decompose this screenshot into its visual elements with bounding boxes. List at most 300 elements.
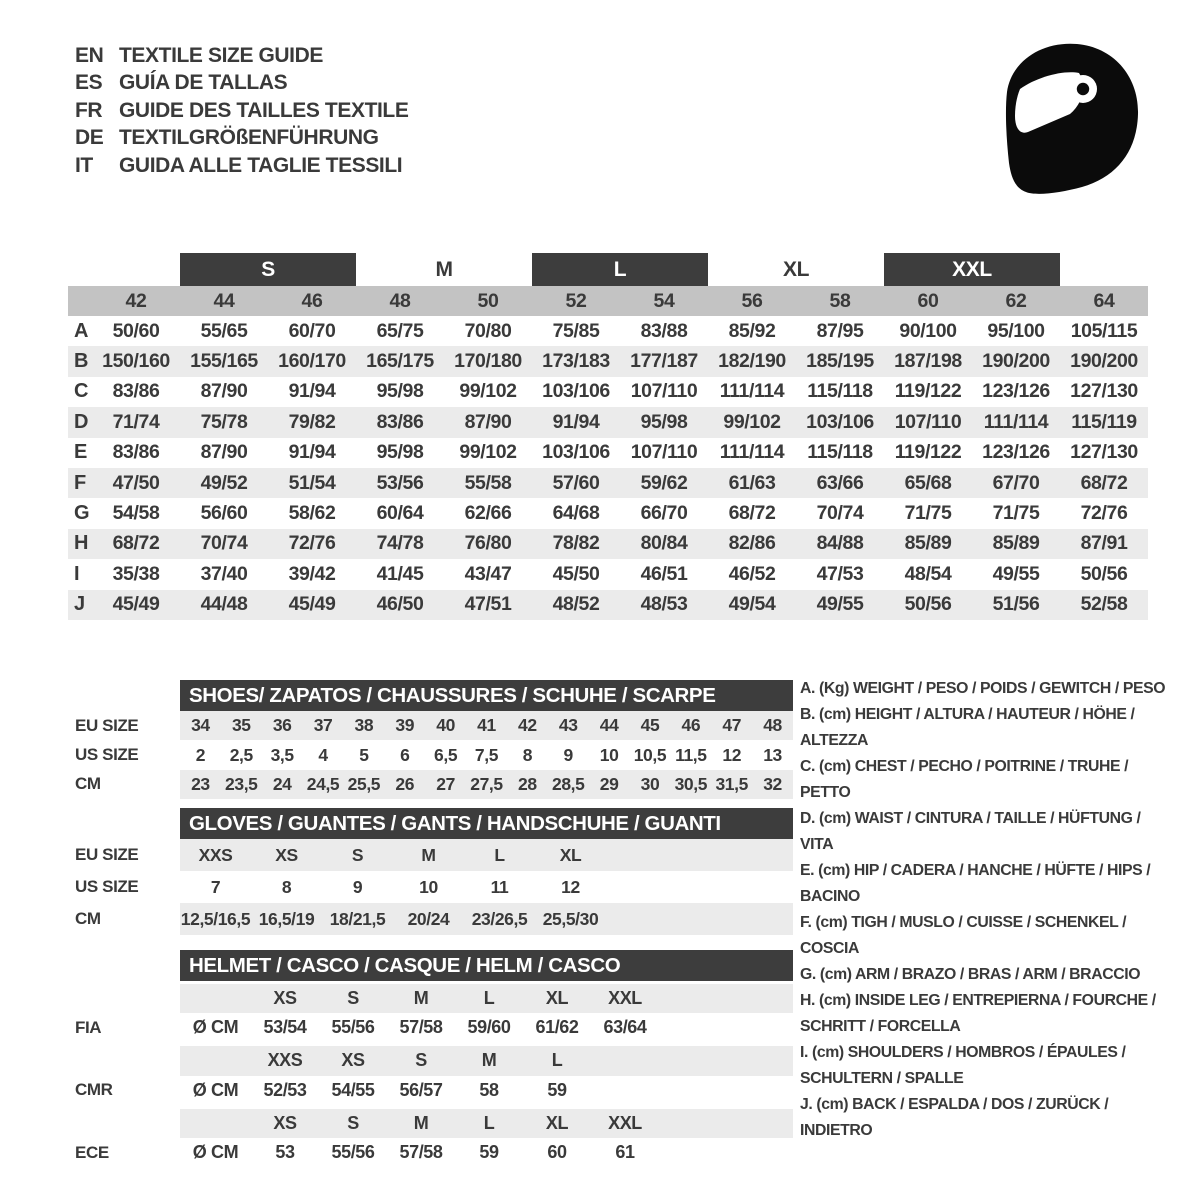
measurement-row-a: [68, 316, 1148, 346]
value-cell: 83/86: [112, 380, 160, 403]
value-cell: 45/50: [552, 562, 600, 585]
value-cell: 53: [275, 1142, 295, 1163]
numeric-size: 56: [741, 289, 763, 312]
value-cell: 75/78: [200, 410, 248, 433]
value-cell: 70/80: [464, 319, 512, 342]
value-cell: 80/84: [640, 532, 688, 555]
value-cell: 190/200: [1070, 350, 1138, 373]
value-cell: 20/24: [407, 908, 450, 929]
value-cell: 59/62: [640, 471, 688, 494]
value-cell: 90/100: [899, 319, 957, 342]
size-group-l: L: [532, 253, 708, 286]
value-cell: 37/40: [200, 562, 248, 585]
value-cell: 45/49: [288, 593, 336, 616]
row-band: [180, 984, 793, 1013]
size-cell: XXL: [608, 988, 642, 1009]
row-label: [68, 1109, 180, 1138]
size-group-xl: XL: [782, 257, 810, 281]
size-cell: L: [551, 1050, 563, 1071]
row-band: [180, 1109, 793, 1138]
size-cell: L: [483, 1112, 495, 1133]
value-cell: 87/95: [816, 319, 864, 342]
helmet-header: HELMET / CASCO / CASQUE / HELM / CASCO: [180, 950, 793, 981]
value-cell: 43/47: [464, 562, 512, 585]
row-key: H: [74, 532, 89, 555]
value-cell: 13: [763, 744, 782, 765]
value-cell: 127/130: [1070, 380, 1138, 403]
value-cell: 83/86: [112, 441, 160, 464]
value-cell: 79/82: [288, 410, 336, 433]
legend-entry-d: D. (cm) WAIST / CINTURA / TAILLE / HÜFTUNG / VITA: [800, 810, 1141, 853]
value-cell: 76/80: [464, 532, 512, 555]
measurement-row-c: [68, 377, 1148, 407]
value-cell: 9: [352, 876, 363, 897]
value-cell: 150/160: [102, 350, 170, 373]
row-band: [180, 871, 793, 903]
value-cell: 107/110: [894, 410, 962, 433]
value-cell: 48/52: [552, 593, 600, 616]
value-cell: 115/118: [807, 380, 873, 403]
value-cell: 115/119: [1071, 410, 1137, 433]
legend: [800, 676, 1172, 1144]
value-cell: 99/102: [459, 380, 517, 403]
value-cell: 57/58: [399, 1017, 443, 1038]
value-cell: 18/21,5: [329, 908, 386, 929]
value-cell: 95/98: [376, 441, 424, 464]
value-cell: M: [421, 844, 436, 865]
value-cell: 61/62: [535, 1017, 579, 1038]
value-cell: 56/57: [399, 1079, 443, 1100]
value-cell: 2,5: [229, 744, 253, 765]
numeric-size: 50: [477, 289, 499, 312]
value-cell: 68/72: [1080, 471, 1128, 494]
unit-cell: Ø CM: [192, 1079, 239, 1100]
row-label: [68, 984, 180, 1013]
language-code: EN: [75, 43, 104, 67]
value-cell: 177/187: [630, 350, 698, 373]
value-cell: 95/100: [987, 319, 1045, 342]
row-key: F: [74, 471, 86, 494]
value-cell: 103/106: [806, 410, 874, 433]
value-cell: 105/115: [1070, 319, 1138, 342]
value-cell: 71/74: [112, 410, 160, 433]
value-cell: 57/58: [399, 1142, 443, 1163]
value-cell: 61: [615, 1142, 635, 1163]
size-cell: S: [415, 1050, 427, 1071]
title-line-es: [75, 70, 408, 98]
value-cell: 59: [479, 1142, 499, 1163]
value-cell: 71/75: [904, 502, 952, 525]
value-cell: 123/126: [982, 380, 1050, 403]
value-cell: 48: [763, 715, 782, 736]
numeric-size: 60: [917, 289, 939, 312]
row-key: A: [74, 319, 89, 342]
standard-label-ece: ECE: [75, 1142, 109, 1162]
value-cell: 26: [395, 773, 415, 794]
value-cell: 49/55: [816, 593, 864, 616]
measurement-row-d: [68, 407, 1148, 437]
size-cell: XXS: [267, 1050, 303, 1071]
value-cell: 61/63: [728, 471, 776, 494]
value-cell: 39/42: [288, 562, 336, 585]
value-cell: 165/175: [366, 350, 434, 373]
value-cell: 107/110: [630, 380, 698, 403]
value-cell: 35: [231, 715, 251, 736]
value-cell: 71/75: [992, 502, 1040, 525]
value-cell: 39: [395, 715, 415, 736]
value-cell: 55/56: [331, 1017, 375, 1038]
value-cell: 87/91: [1080, 532, 1128, 555]
value-cell: 41: [477, 715, 496, 736]
value-cell: 45/49: [112, 593, 160, 616]
guide-title: GUIDE DES TAILLES TEXTILE: [119, 98, 409, 122]
value-cell: 49/52: [200, 471, 248, 494]
value-cell: 23,5: [225, 773, 258, 794]
size-cell: S: [347, 988, 359, 1009]
guide-title: TEXTILE SIZE GUIDE: [119, 43, 323, 67]
measurement-row-f: [68, 468, 1148, 498]
numeric-size: 64: [1093, 289, 1115, 312]
value-cell: 119/122: [894, 441, 962, 464]
value-cell: 47/53: [816, 562, 864, 585]
language-code: FR: [75, 98, 103, 122]
value-cell: 57/60: [552, 471, 600, 494]
legend-entry-j: J. (cm) BACK / ESPALDA / DOS / ZURÜCK / INDIETRO: [800, 1096, 1109, 1139]
value-cell: 95/98: [376, 380, 424, 403]
guide-title: TEXTILGRÖßENFÜHRUNG: [119, 126, 379, 150]
legend-entry-b: B. (cm) HEIGHT / ALTURA / HAUTEUR / HÖHE / ALTEZZA: [800, 706, 1135, 749]
value-cell: 99/102: [459, 441, 517, 464]
value-cell: 91/94: [288, 380, 336, 403]
value-cell: 51/56: [992, 593, 1040, 616]
value-cell: 48/54: [904, 562, 952, 585]
legend-entry-c: C. (cm) CHEST / PECHO / POITRINE / TRUHE / PETTO: [800, 758, 1129, 801]
size-cell: XS: [273, 1112, 297, 1133]
title-line-it: [75, 152, 408, 180]
value-cell: 28,5: [551, 773, 585, 794]
size-group-row: [68, 253, 1148, 286]
row-label: US SIZE: [75, 745, 139, 765]
measurement-row-i: [68, 559, 1148, 589]
value-cell: 173/183: [542, 350, 610, 373]
row-label: EU SIZE: [75, 845, 139, 864]
row-band: [180, 1013, 793, 1042]
numeric-size: 48: [389, 289, 411, 312]
size-cell: M: [413, 1112, 429, 1133]
value-cell: 6,5: [434, 744, 458, 765]
title-line-en: [75, 42, 408, 70]
value-cell: 182/190: [718, 350, 786, 373]
value-cell: XXS: [198, 844, 233, 865]
value-cell: 23: [191, 773, 210, 794]
value-cell: 50/56: [904, 593, 952, 616]
value-cell: 24: [272, 773, 292, 794]
value-cell: 50/56: [1080, 562, 1128, 585]
value-cell: 65/68: [904, 471, 952, 494]
value-cell: 48/53: [640, 593, 688, 616]
standard-label-cmr: CMR: [75, 1080, 113, 1100]
language-code: DE: [75, 126, 104, 150]
value-cell: 70/74: [200, 532, 248, 555]
value-cell: 5: [359, 744, 369, 765]
measurement-row-g: [68, 498, 1148, 528]
value-cell: 91/94: [288, 441, 336, 464]
value-cell: XL: [559, 844, 582, 865]
value-cell: 41/45: [376, 562, 424, 585]
value-cell: 83/86: [376, 410, 424, 433]
size-cell: XS: [341, 1050, 365, 1071]
value-cell: 58: [479, 1079, 499, 1100]
guide-title: GUÍA DE TALLAS: [119, 71, 288, 95]
row-key: E: [74, 441, 87, 464]
value-cell: 3,5: [270, 744, 294, 765]
gloves-header: GLOVES / GUANTES / GANTS / HANDSCHUHE / GUANTI: [180, 808, 793, 839]
value-cell: 59: [547, 1079, 567, 1100]
row-band: [180, 903, 793, 935]
value-cell: L: [494, 844, 505, 865]
value-cell: 36: [272, 715, 292, 736]
value-cell: 60/64: [376, 502, 424, 525]
row-key: B: [74, 350, 89, 373]
value-cell: 27,5: [470, 773, 503, 794]
size-cell: S: [347, 1112, 359, 1133]
value-cell: 67/70: [992, 471, 1040, 494]
title-block: [75, 42, 408, 180]
value-cell: 58/62: [288, 502, 336, 525]
value-cell: 85/92: [728, 319, 776, 342]
value-cell: 46: [681, 715, 701, 736]
value-cell: 46/51: [640, 562, 688, 585]
value-cell: 9: [563, 744, 573, 765]
value-cell: 68/72: [112, 532, 160, 555]
row-band: [180, 1076, 793, 1105]
value-cell: 31,5: [715, 773, 748, 794]
size-group-s: S: [180, 253, 356, 286]
legend-entry-f: F. (cm) TIGH / MUSLO / CUISSE / SCHENKEL / COSCIA: [800, 914, 1127, 957]
value-cell: 119/122: [894, 380, 962, 403]
numeric-size: 52: [565, 289, 587, 312]
size-cell: M: [413, 988, 429, 1009]
row-key: G: [74, 502, 90, 525]
value-cell: 87/90: [200, 441, 248, 464]
measurement-row-b: [68, 346, 1148, 376]
legend-entry-i: I. (cm) SHOULDERS / HOMBROS / ÉPAULES / SCHULTERN / SPALLE: [800, 1044, 1126, 1087]
value-cell: 55/65: [200, 319, 248, 342]
value-cell: 187/198: [894, 350, 962, 373]
value-cell: 7: [210, 876, 221, 897]
value-cell: 8: [281, 876, 292, 897]
value-cell: 72/76: [288, 532, 336, 555]
value-cell: 111/114: [719, 380, 785, 403]
value-cell: 78/82: [552, 532, 600, 555]
value-cell: 43: [558, 715, 578, 736]
value-cell: 95/98: [640, 410, 688, 433]
guide-title: GUIDA ALLE TAGLIE TESSILI: [119, 153, 403, 177]
numeric-size: 42: [125, 289, 147, 312]
value-cell: 185/195: [806, 350, 874, 373]
value-cell: 53/54: [263, 1017, 307, 1038]
value-cell: 7,5: [474, 744, 499, 765]
size-cell: XXL: [608, 1112, 642, 1133]
row-key: J: [74, 593, 85, 616]
value-cell: 23/26,5: [471, 908, 528, 929]
size-group-m: M: [435, 257, 453, 281]
size-cell: L: [483, 988, 495, 1009]
language-code: IT: [75, 153, 93, 177]
value-cell: 54/58: [112, 502, 160, 525]
value-cell: 12: [722, 744, 742, 765]
numeric-size: 54: [653, 289, 675, 312]
value-cell: 12: [561, 876, 580, 897]
measurement-row-j: [68, 590, 1148, 620]
value-cell: 8: [522, 744, 533, 765]
value-cell: 52/58: [1080, 593, 1128, 616]
row-label: US SIZE: [75, 877, 139, 896]
value-cell: 40: [436, 715, 455, 736]
value-cell: 6: [400, 744, 410, 765]
value-cell: 16,5/19: [258, 908, 315, 929]
row-label: CM: [75, 909, 101, 928]
value-cell: 47: [722, 715, 742, 736]
value-cell: 49/55: [992, 562, 1040, 585]
value-cell: 111/114: [983, 410, 1049, 433]
numeric-size: 58: [829, 289, 851, 312]
value-cell: 59/60: [467, 1017, 511, 1038]
value-cell: 160/170: [278, 350, 346, 373]
value-cell: 38: [354, 715, 374, 736]
value-cell: 30,5: [674, 773, 708, 794]
value-cell: 70/74: [816, 502, 864, 525]
value-cell: 115/118: [807, 441, 873, 464]
row-band: [180, 1046, 793, 1075]
value-cell: 25,5/30: [542, 908, 599, 929]
size-cell: XS: [273, 988, 297, 1009]
value-cell: 103/106: [542, 441, 610, 464]
value-cell: 52/53: [263, 1079, 307, 1100]
value-cell: 11: [490, 876, 509, 897]
value-cell: 72/76: [1080, 502, 1128, 525]
value-cell: 47/50: [112, 471, 160, 494]
title-line-de: [75, 125, 408, 153]
value-cell: 24,5: [306, 773, 340, 794]
size-group-xxl: XXL: [884, 253, 1060, 286]
row-key: I: [74, 562, 80, 585]
legend-entry-e: E. (cm) HIP / CADERA / HANCHE / HÜFTE / HIPS / BACINO: [800, 862, 1151, 905]
value-cell: 103/106: [542, 380, 610, 403]
value-cell: 68/72: [728, 502, 776, 525]
value-cell: 66/70: [640, 502, 688, 525]
textile-table-body: [68, 316, 1148, 620]
value-cell: 11,5: [675, 744, 707, 765]
value-cell: 30: [640, 773, 660, 794]
unit-cell: Ø CM: [192, 1017, 239, 1038]
value-cell: 87/90: [200, 380, 248, 403]
numeric-size: 44: [213, 289, 235, 312]
value-cell: 55/58: [464, 471, 512, 494]
value-cell: 65/75: [376, 319, 424, 342]
value-cell: 45: [640, 715, 660, 736]
value-cell: 10: [419, 876, 438, 897]
value-cell: 170/180: [454, 350, 522, 373]
value-cell: 127/130: [1070, 441, 1138, 464]
row-band: [180, 740, 793, 769]
value-cell: 25,5: [347, 773, 381, 794]
language-code: ES: [75, 71, 103, 95]
title-line-fr: [75, 97, 408, 125]
value-cell: 91/94: [552, 410, 600, 433]
legend-entry-h: H. (cm) INSIDE LEG / ENTREPIERNA / FOURCHE / SCHRITT / FORCELLA: [800, 992, 1156, 1035]
row-band: [180, 770, 793, 799]
value-cell: 55/56: [331, 1142, 375, 1163]
shoes-header: SHOES/ ZAPATOS / CHAUSSURES / SCHUHE / SCARPE: [180, 680, 793, 711]
value-cell: 99/102: [723, 410, 781, 433]
value-cell: 47/51: [464, 593, 512, 616]
value-cell: 85/89: [992, 532, 1040, 555]
numeric-size: 62: [1005, 289, 1027, 312]
value-cell: 50/60: [112, 319, 160, 342]
value-cell: 44: [599, 715, 619, 736]
value-cell: 2: [195, 744, 206, 765]
measurement-row-h: [68, 529, 1148, 559]
value-cell: 82/86: [728, 532, 776, 555]
row-band: [180, 1138, 793, 1167]
value-cell: 34: [191, 715, 210, 736]
unit-cell: Ø CM: [192, 1142, 239, 1163]
size-cell: XL: [545, 988, 569, 1009]
value-cell: 155/165: [190, 350, 258, 373]
value-cell: S: [351, 844, 364, 865]
value-cell: XS: [275, 844, 298, 865]
value-cell: 46/52: [728, 562, 776, 585]
numeric-size: 46: [301, 289, 323, 312]
value-cell: 74/78: [376, 532, 424, 555]
value-cell: 84/88: [816, 532, 864, 555]
measurement-row-e: [68, 438, 1148, 468]
value-cell: 44/48: [200, 593, 248, 616]
value-cell: 27: [436, 773, 455, 794]
textile-size-table: [68, 253, 1148, 620]
value-cell: 107/110: [630, 441, 698, 464]
value-cell: 56/60: [200, 502, 248, 525]
value-cell: 42: [518, 715, 537, 736]
value-cell: 53/56: [376, 471, 424, 494]
value-cell: 35/38: [112, 562, 160, 585]
value-cell: 37: [313, 715, 333, 736]
value-cell: 32: [763, 773, 782, 794]
value-cell: 60/70: [288, 319, 336, 342]
value-cell: 62/66: [464, 502, 512, 525]
value-cell: 12,5/16,5: [180, 908, 251, 929]
value-cell: 60: [547, 1142, 567, 1163]
value-cell: 87/90: [464, 410, 512, 433]
value-cell: 111/114: [719, 441, 785, 464]
standard-label-fia: FIA: [75, 1017, 102, 1037]
size-cell: M: [481, 1050, 497, 1071]
value-cell: 10,5: [633, 744, 667, 765]
row-band: [180, 839, 793, 871]
value-cell: 75/85: [552, 319, 600, 342]
row-label: CM: [75, 774, 101, 794]
value-cell: 63/64: [603, 1017, 647, 1038]
value-cell: 29: [599, 773, 619, 794]
value-cell: 51/54: [288, 471, 336, 494]
value-cell: 190/200: [982, 350, 1050, 373]
value-cell: 10: [599, 744, 619, 765]
numeric-size-band: [68, 286, 1148, 316]
value-cell: 64/68: [552, 502, 600, 525]
value-cell: 54/55: [331, 1079, 375, 1100]
row-label: [68, 1046, 180, 1075]
